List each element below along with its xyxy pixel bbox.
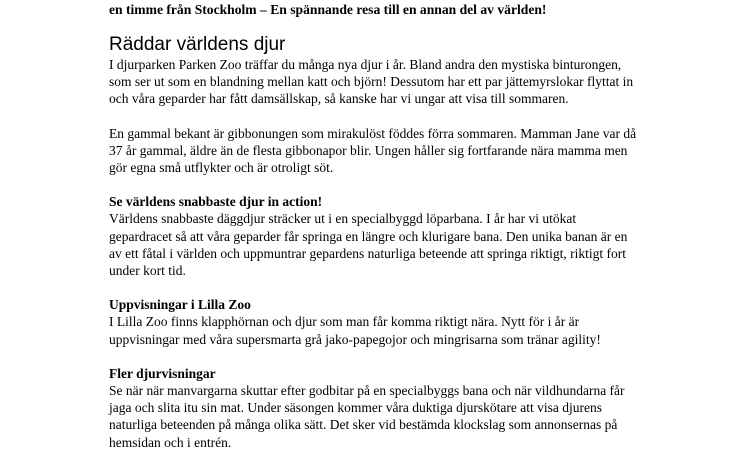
document-page	[109, 0, 669, 451]
paragraph-line: jaga och slita itu sin mat. Under säsongen kommer våra duktiga djurskötare att visa djurens	[109, 400, 603, 416]
subheading-cheetah: Se världens snabbaste djur in action!	[109, 194, 323, 210]
paragraph-line: uppvisningar med våra supersmarta grå jako-papegojor och mingrisarna som tränar agility!	[109, 331, 601, 347]
paragraph-line: Se när när manvargarna skuttar efter godbitar på en specialbyggs bana och när vildhundarna får	[109, 383, 625, 399]
paragraph-gibbon	[109, 125, 669, 177]
intro-line: en timme från Stockholm – En spännande resa till en annan del av världen!	[109, 2, 547, 17]
paragraph-line: I djurparken Parken Zoo träffar du många nya djur i år. Bland andra den mystiska binturongen,	[109, 57, 622, 72]
paragraph-line: naturliga beteenden på många olika sätt. Det sker vid bestämda klockslag som annonsernas på	[109, 417, 618, 433]
paragraph-line: En gammal bekant är gibbonungen som mirakulöst föddes förra sommaren. Mamman Jane var då	[109, 125, 637, 141]
paragraph-line: hemsidan och i entrén.	[109, 434, 232, 450]
paragraph-line: 37 år gammal, äldre än de flesta gibbonapor blir. Ungen håller sig fortfarande nära mamma men	[109, 142, 628, 158]
subheading-animal-shows: Fler djurvisningar	[109, 365, 216, 381]
paragraph-line: Världens snabbaste däggdjur sträcker ut i en specialbyggd löparbana. I år har vi utökat	[109, 211, 577, 227]
paragraph-line: gör egna små utflykter och är otroligt söt.	[109, 160, 334, 176]
paragraph-line: och våra geparder har fått damsällskap, så kanske har vi ungar att visa till sommaren.	[109, 91, 569, 107]
paragraph-line: gepardracet så att våra geparder får springa en längre och klurigare bana. Den unika banan är en	[109, 228, 628, 244]
paragraph-new-animals	[109, 56, 669, 108]
paragraph-line: som ser ut som en blandning mellan katt och björn! Dessutom har ett par jättemyrslokar flyttat in	[109, 74, 634, 90]
intro-text	[109, 0, 669, 18]
paragraph-line: av ett fåtal i världen och uppmuntrar gepardens naturliga beteende att springa riktigt, riktigt fort	[109, 245, 626, 261]
paragraph-line: under kort tid.	[109, 263, 186, 279]
intro-cut-line	[109, 0, 669, 1]
paragraph-cheetah	[109, 193, 669, 279]
paragraph-lilla-zoo	[109, 296, 669, 348]
subheading-lilla-zoo: Uppvisningar i Lilla Zoo	[109, 297, 251, 313]
paragraph-line: I Lilla Zoo finns klapphörnan och djur som man får komma riktigt nära. Nytt för i år är	[109, 314, 580, 330]
paragraph-animal-shows	[109, 365, 669, 451]
section-title: Räddar världens djur	[109, 34, 286, 55]
